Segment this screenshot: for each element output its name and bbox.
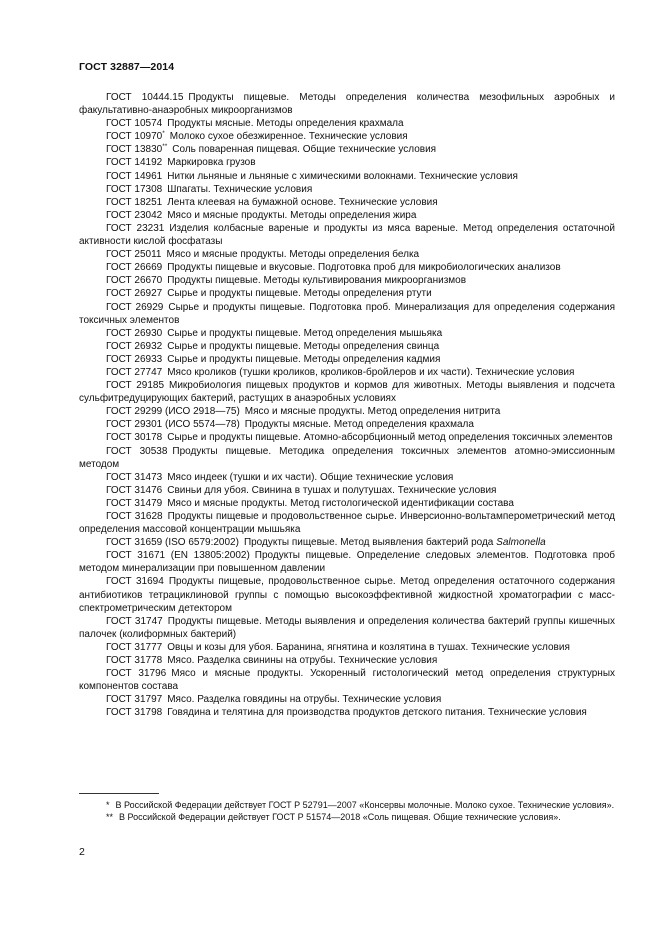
reference-item	[79, 418, 615, 431]
reference-code: ГОСТ 26669	[106, 262, 163, 274]
reference-code: ГОСТ 31777	[106, 641, 163, 653]
reference-title: Продукты пищевые. Методика определения токсичных элементов атомно-эмиссионным методом	[79, 445, 615, 470]
reference-item	[79, 130, 615, 143]
reference-code: ГОСТ 31473	[106, 471, 163, 483]
reference-title: Продукты пищевые и вкусовые. Подготовка проб для микробиологических анализов	[167, 262, 561, 274]
reference-code: ГОСТ 31476	[106, 484, 163, 496]
reference-title: Говядина и телятина для производства продуктов детского питания. Технические условия	[167, 707, 587, 719]
footnote-separator	[79, 793, 159, 794]
reference-code: ГОСТ 29185	[106, 380, 165, 392]
reference-item	[79, 405, 615, 418]
reference-title: Маркировка грузов	[167, 157, 256, 169]
reference-code: ГОСТ 31796	[106, 668, 167, 680]
reference-item	[79, 340, 615, 353]
reference-title: Свиньи для убоя. Свинина в тушах и полутушах. Технические условия	[167, 484, 497, 496]
reference-item	[79, 536, 615, 549]
reference-item	[79, 693, 615, 706]
reference-title: Соль поваренная пищевая. Общие технические условия	[172, 144, 437, 156]
reference-title-italic: Salmonella	[496, 537, 546, 549]
footnotes	[79, 799, 615, 824]
reference-title: Молоко сухое обезжиренное. Технические условия	[169, 131, 408, 143]
reference-item	[79, 706, 615, 719]
reference-title: Мясо и мясные продукты. Ускоренный гистологический метод определения структурных компонентов состава	[79, 668, 616, 693]
footnote-mark: *	[106, 800, 110, 810]
footnote-item	[79, 799, 615, 811]
reference-item	[79, 327, 615, 340]
reference-code: ГОСТ 26929	[106, 301, 164, 313]
reference-code: ГОСТ 30538	[106, 445, 168, 457]
page-number: 2	[79, 846, 85, 858]
reference-item	[79, 366, 615, 379]
reference-code: ГОСТ 10444.15	[106, 92, 184, 103]
reference-item	[79, 379, 615, 405]
reference-item	[79, 196, 615, 209]
reference-code: ГОСТ 31747	[106, 615, 163, 627]
reference-code: ГОСТ 13830	[106, 144, 163, 156]
reference-code: ГОСТ 23231	[106, 222, 165, 234]
reference-title: Продукты пищевые. Методы культивирования микроорганизмов	[167, 275, 467, 287]
reference-code: ГОСТ 29301 (ИСО 5574—78)	[106, 419, 240, 431]
reference-item	[79, 287, 615, 300]
reference-code: ГОСТ 31671 (EN 13805:2002)	[106, 550, 250, 562]
reference-item	[79, 431, 615, 444]
reference-title: Овцы и козы для убоя. Баранина, ягнятина и козлятина в тушах. Технические условия	[167, 641, 570, 653]
reference-title: Сырье и продукты пищевые. Метод определения мышьяка	[167, 327, 443, 339]
footnote-text: В Российской Федерации действует ГОСТ Р 51574—2018 «Соль пищевая. Общие технические условия».	[119, 812, 561, 823]
reference-title: Мясо и мясные продукты. Метод гистологической идентификации состава	[167, 497, 514, 509]
reference-code: ГОСТ 26930	[106, 327, 163, 339]
reference-code: ГОСТ 31778	[106, 655, 163, 667]
reference-code: ГОСТ 14192	[106, 157, 163, 169]
reference-item	[79, 575, 615, 614]
reference-title: Продукты пищевые. Методы определения количества мезофильных аэробных и факультативно-анаэробных микроорганизмов	[79, 92, 615, 117]
reference-item	[79, 156, 615, 169]
reference-item	[79, 641, 615, 654]
reference-item	[79, 143, 615, 156]
reference-item	[79, 549, 615, 575]
reference-title: Продукты пищевые и продовольственное сырье. Инверсионно-вольтамперометрический метод определения массовой концентрации мышьяка	[79, 511, 615, 536]
reference-item	[79, 445, 615, 471]
reference-item	[79, 667, 615, 693]
reference-code: ГОСТ 14961	[106, 170, 163, 182]
reference-title: Мясо. Разделка свинины на отрубы. Технические условия	[167, 655, 438, 667]
reference-item	[79, 497, 615, 510]
reference-title: Мясо и мясные продукты. Методы определения жира	[167, 209, 417, 221]
reference-item	[79, 274, 615, 287]
reference-title: Продукты пищевые. Методы выявления и определения количества бактерий группы кишечных палочек (колиформных бактерий)	[79, 615, 615, 640]
reference-code: ГОСТ 10970	[106, 131, 163, 143]
reference-title: Продукты мясные. Метод определения крахмала	[244, 419, 474, 431]
reference-code: ГОСТ 31798	[106, 707, 163, 719]
reference-code: ГОСТ 25011	[106, 249, 162, 261]
reference-title: Мясо и мясные продукты. Метод определения нитрита	[244, 406, 501, 418]
reference-item	[79, 222, 615, 248]
reference-item	[79, 117, 615, 130]
reference-title: Мясо и мясные продукты. Методы определения белка	[166, 249, 420, 261]
reference-code: ГОСТ 31659 (ISO 6579:2002)	[106, 537, 239, 549]
reference-code: ГОСТ 26670	[106, 275, 163, 287]
reference-title: Микробиология пищевых продуктов и кормов для животных. Методы выявления и подсчета сульфитредуцирующих бактерий, растущих в анаэробных условиях	[79, 380, 615, 405]
reference-code: ГОСТ 31797	[106, 694, 163, 706]
reference-code: ГОСТ 31628	[106, 511, 163, 522]
reference-item	[79, 654, 615, 667]
reference-code: ГОСТ 27747	[106, 366, 163, 378]
reference-title: Нитки льняные и льняные с химическими волокнами. Технические условия	[167, 170, 518, 182]
reference-title: Мясо кроликов (тушки кроликов, кроликов-бройлеров и их части). Технические условия	[167, 366, 575, 378]
footnote-marker: *	[162, 130, 165, 138]
reference-title: Продукты пищевые. Определение следовых элементов. Подготовка проб методом минерализации при повышенном давлении	[79, 550, 615, 575]
reference-code: ГОСТ 17308	[106, 183, 163, 195]
reference-item	[79, 471, 615, 484]
footnote-text: В Российской Федерации действует ГОСТ Р 52791—2007 «Консервы молочные. Молоко сухое. Технические условия».	[115, 800, 615, 810]
reference-item	[79, 170, 615, 183]
reference-code: ГОСТ 31479	[106, 497, 163, 509]
reference-code: ГОСТ 31694	[106, 576, 164, 588]
reference-code: ГОСТ 30178	[106, 432, 163, 444]
reference-item	[79, 353, 615, 366]
reference-code: ГОСТ 23042	[106, 209, 163, 221]
normative-references-list	[79, 91, 615, 720]
reference-code: ГОСТ 26927	[106, 288, 163, 300]
reference-title: Лента клеевая на бумажной основе. Технические условия	[167, 196, 438, 208]
reference-title: Мясо. Разделка говядины на отрубы. Технические условия	[167, 694, 442, 706]
footnote-item	[79, 811, 615, 823]
reference-item	[79, 615, 615, 641]
reference-title: Продукты пищевые, продовольственное сырье. Метод определения остаточного содержания антибиотиков тетрациклиновой группы с помощью высокоэффективной жидкостной хроматографии с масс-спектрометрическим детектором	[79, 576, 616, 614]
reference-title: Сырье и продукты пищевые. Атомно-абсорбционный метод определения токсичных элементов	[167, 432, 613, 444]
reference-code: ГОСТ 10574	[106, 118, 163, 130]
reference-title: Сырье и продукты пищевые. Методы определения свинца	[167, 340, 440, 352]
reference-code: ГОСТ 18251	[106, 196, 163, 208]
reference-title: Сырье и продукты пищевые. Методы определения ртути	[167, 288, 432, 300]
reference-item	[79, 91, 615, 117]
reference-title: Мясо индеек (тушки и их части). Общие технические условия	[167, 471, 454, 483]
reference-code: ГОСТ 29299 (ИСО 2918—75)	[106, 406, 240, 418]
reference-code: ГОСТ 26932	[106, 340, 163, 352]
reference-title: Продукты мясные. Методы определения крахмала	[167, 118, 404, 130]
reference-title: Шпагаты. Технические условия	[167, 183, 313, 195]
reference-title: Сырье и продукты пищевые. Методы определения кадмия	[167, 353, 441, 365]
reference-title: Продукты пищевые. Метод выявления бактерий рода	[243, 537, 494, 549]
reference-item	[79, 261, 615, 274]
reference-item	[79, 183, 615, 196]
reference-item	[79, 209, 615, 222]
reference-item	[79, 484, 615, 497]
reference-title: Сырье и продукты пищевые. Подготовка проб. Минерализация для определения содержания токсичных элементов	[79, 301, 616, 326]
reference-item	[79, 510, 615, 536]
reference-item	[79, 301, 615, 327]
footnote-mark: **	[106, 812, 114, 823]
document-header: ГОСТ 32887—2014	[79, 61, 175, 73]
reference-code: ГОСТ 26933	[106, 353, 163, 365]
reference-title: Изделия колбасные вареные и продукты из мяса вареные. Метод определения остаточной активности кислой фосфатазы	[79, 222, 615, 248]
reference-item	[79, 248, 615, 261]
footnote-marker: **	[162, 143, 168, 151]
